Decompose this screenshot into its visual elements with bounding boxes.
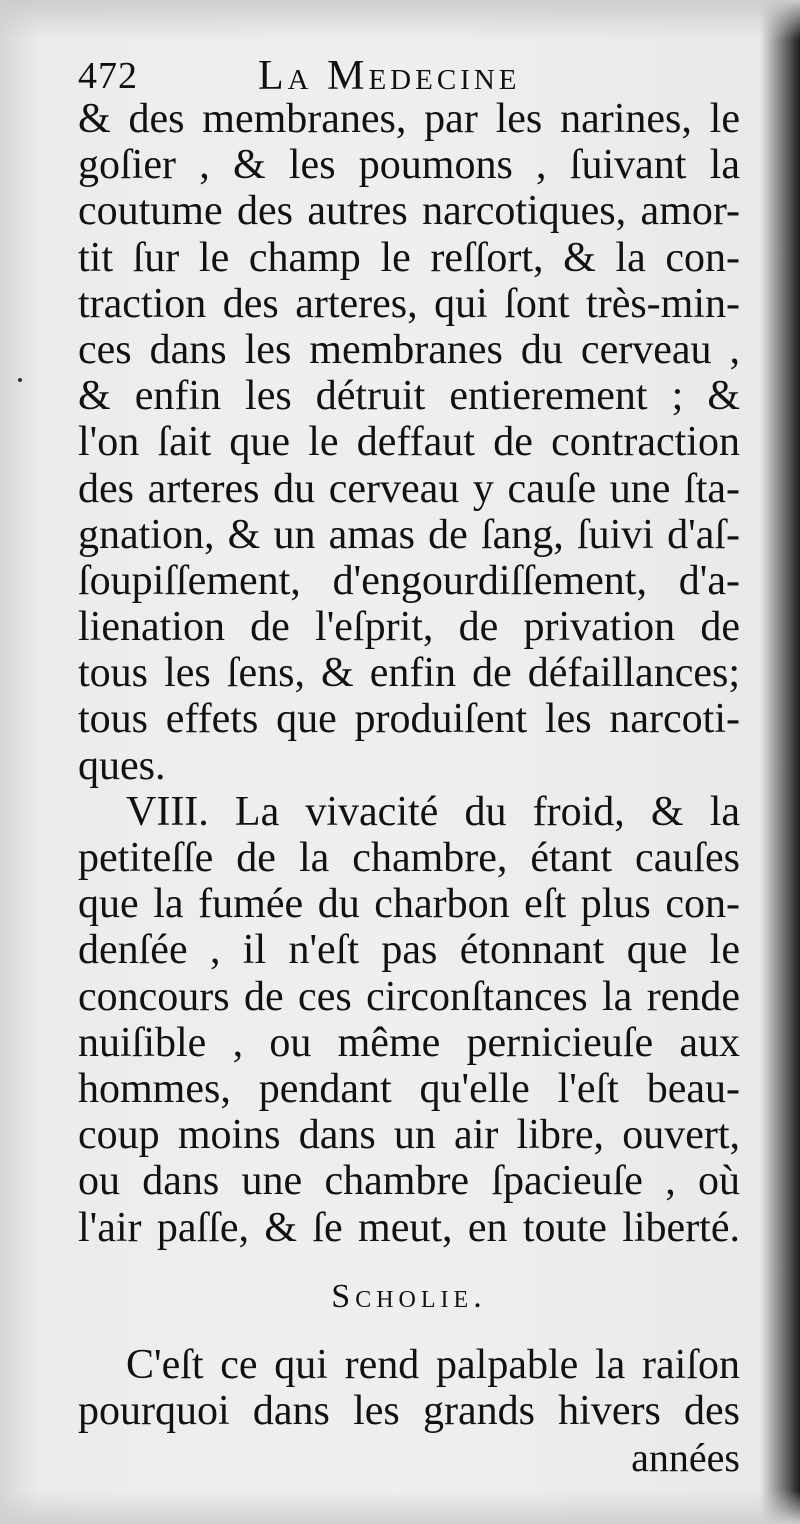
text-line: goſier , & les poumons , ſuivant la [78,142,740,189]
text-line: ſoupiſſement, d'engourdiſſement, d'a- [78,557,740,604]
text-line: ces dans les membranes du cerveau , [78,326,740,373]
text-line: traction des arteres, qui ſont très-min- [78,280,740,327]
scholie-text [78,1342,740,1434]
text-line: petiteſſe de la chambre, étant cauſes [78,835,740,881]
text-line: tous effets que produiſent les narcoti- [78,696,740,743]
text-line: pourquoi dans les grands hivers des [78,1388,740,1435]
text-line: que la fumée du charbon eſt plus con- [78,881,740,928]
text-line: denſée , il n'eſt pas étonnant que le [78,927,740,974]
text-line: & des membranes, par les narines, le [78,96,740,142]
scan-shadow-top [0,0,800,40]
section-start-line: VIII. La vivacité du froid, & la [126,788,740,835]
text-line: lienation de l'eſprit, de privation de [78,604,740,651]
text-line: l'on ſait que le deffaut de contraction [78,419,740,466]
text-line: tit ſur le champ le reſſort, & la con- [78,234,740,281]
text-line: des arteres du cerveau y cauſe une ſta- [78,465,740,512]
ink-speck [18,378,22,382]
text-line: hommes, pendant qu'elle l'eſt beau- [78,1065,740,1112]
text-line: tous les ſens, & enfin de défaillances; [78,650,740,697]
body-text [78,96,740,1251]
text-line: coutume des autres narcotiques, amor- [78,188,740,235]
page-number: 472 [78,55,138,97]
running-title: La Medecine [258,53,521,99]
text-line: ques. [78,742,166,789]
catchword: années [631,1435,740,1480]
text-line: C'eſt ce qui rend palpable la raiſon [126,1342,740,1388]
text-line: ou dans une chambre ſpacieuſe , où [78,1158,740,1205]
text-line: nuiſible , ou même pernicieuſe aux [78,1019,740,1066]
text-line: gnation, & un amas de ſang, ſuivi d'aſ- [78,511,740,558]
text-line: coup moins dans un air libre, ouvert, [78,1112,740,1159]
text-line: l'air paſſe, & ſe meut, en toute liberté. [78,1204,740,1251]
scan-shadow-bottom [0,1490,800,1524]
scholie-heading: Scholie. [331,1278,487,1315]
text-line: & enfin les détruit entierement ; & [78,373,740,420]
text-line: concours de ces circonſtances la rende [78,973,740,1020]
